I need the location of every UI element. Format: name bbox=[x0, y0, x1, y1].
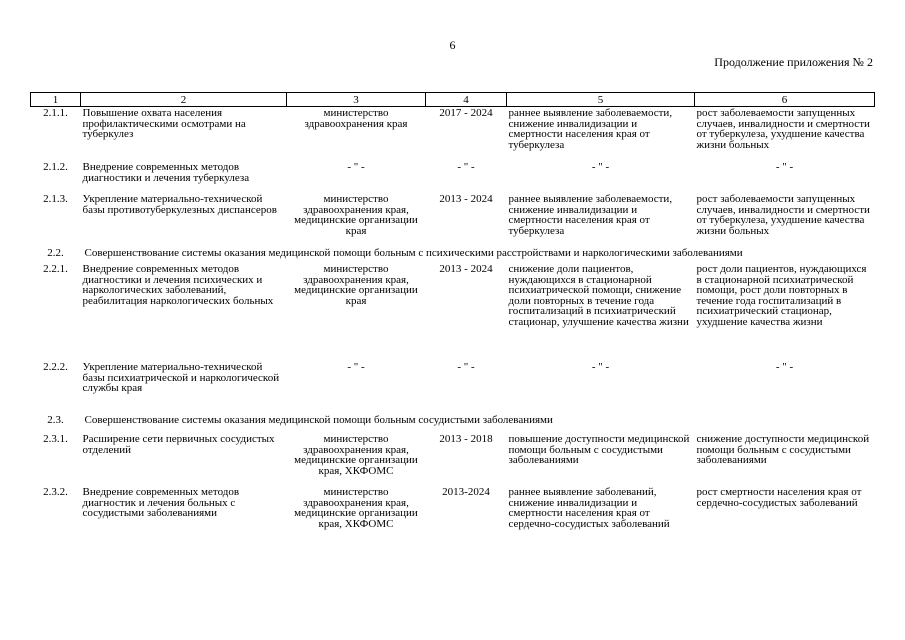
section-number: 2.2. bbox=[47, 247, 64, 259]
header-col-5: 5 bbox=[507, 93, 695, 107]
row-number: 2.1.2. bbox=[43, 161, 68, 173]
executor: - " - bbox=[347, 361, 365, 373]
table-row bbox=[31, 262, 875, 344]
table-row bbox=[31, 150, 875, 186]
expected-result: раннее выявление заболеваний, снижение инвалидизации и смертности населения края от сердечно-сосудистых заболеваний bbox=[508, 486, 670, 530]
measure-name: Укрепление материально-технической базы психиатрической и наркологической службы края bbox=[82, 361, 280, 394]
measure-name: Внедрение современных методов диагностики и лечения психических и наркологических заболеваний, реабилитация наркологических больных bbox=[82, 263, 274, 307]
consequence: рост заболеваемости запущенных случаев, инвалидности и смертности от туберкулеза, ухудшение качества жизни больных bbox=[696, 193, 870, 237]
executor: министерство здравоохранения края, медицинские организации края, ХКФОМС bbox=[294, 486, 418, 530]
period: 2013-2024 bbox=[442, 486, 490, 498]
measure-name: Внедрение современных методов диагностики и лечения туберкулеза bbox=[82, 161, 250, 184]
consequence: рост смертности населения края от сердечно-сосудистых заболеваний bbox=[696, 486, 862, 509]
expected-result: - " - bbox=[591, 361, 610, 373]
executor: министерство здравоохранения края, медицинские организации края, ХКФОМС bbox=[294, 433, 418, 477]
table-row bbox=[31, 107, 875, 151]
measure-name: Внедрение современных методов диагностик и лечения больных с сосудистыми заболеваниями bbox=[82, 486, 240, 519]
row-number: 2.3.2. bbox=[43, 486, 68, 498]
header-col-1: 1 bbox=[31, 93, 81, 107]
header-col-6: 6 bbox=[695, 93, 875, 107]
executor: министерство здравоохранения края, медицинские организации края bbox=[294, 263, 418, 307]
executor: министерство здравоохранения края, медицинские организации края bbox=[294, 193, 418, 237]
header-col-2: 2 bbox=[81, 93, 287, 107]
expected-result: раннее выявление заболеваемости, снижение инвалидизации и смертности населения края от туберкулеза bbox=[508, 193, 673, 237]
table-row bbox=[31, 344, 875, 402]
table-row bbox=[31, 186, 875, 236]
header-col-4: 4 bbox=[426, 93, 507, 107]
expected-result: повышение доступности медицинской помощи больным с сосудистыми заболеваниями bbox=[508, 433, 690, 466]
period: 2017 - 2024 bbox=[439, 107, 493, 119]
table-row bbox=[31, 476, 875, 529]
continuation-caption: Продолжение приложения № 2 bbox=[714, 55, 873, 69]
measure-name: Расширение сети первичных сосудистых отделений bbox=[82, 433, 275, 456]
table-row bbox=[31, 429, 875, 476]
consequence: рост заболеваемости запущенных случаев, инвалидности и смертности от туберкулеза, ухудшение качества жизни больных bbox=[696, 107, 870, 151]
expected-result: снижение доли пациентов, нуждающихся в стационарной психиатрической помощи, снижение доли повторных в течение года госпитализаций в психиатрический стационар, улучшение качества жизни bbox=[508, 263, 689, 328]
section-title: Совершенствование системы оказания медицинской помощи больным сосудистыми заболеваниями bbox=[84, 414, 553, 426]
section-row bbox=[31, 236, 875, 262]
consequence: рост доли пациентов, нуждающихся в стационарной психиатрической помощи, рост доли повторных в течение года госпитализаций в психиатрический стационар, ухудшение качества жизни bbox=[696, 263, 867, 328]
expected-result: раннее выявление заболеваемости, снижение инвалидизации и смертности населения края от туберкулеза bbox=[508, 107, 673, 151]
section-title: Совершенствование системы оказания медицинской помощи больным с психическими расстройствами и наркологическими заболеваниями bbox=[84, 247, 743, 259]
column-number-header-row bbox=[31, 93, 875, 107]
section-row bbox=[31, 402, 875, 429]
period: - " - bbox=[457, 361, 475, 373]
row-number: 2.1.1. bbox=[43, 107, 68, 119]
row-number: 2.1.3. bbox=[43, 193, 68, 205]
period: 2013 - 2024 bbox=[439, 263, 493, 275]
page-number: 6 bbox=[449, 38, 456, 52]
consequence: - " - bbox=[775, 361, 794, 373]
row-number: 2.3.1. bbox=[43, 433, 68, 445]
measure-name: Повышение охвата населения профилактическими осмотрами на туберкулез bbox=[82, 107, 246, 140]
section-number: 2.3. bbox=[47, 414, 64, 426]
period: 2013 - 2024 bbox=[439, 193, 493, 205]
consequence: снижение доступности медицинской помощи больным с сосудистыми заболеваниями bbox=[696, 433, 870, 466]
header-col-3: 3 bbox=[287, 93, 426, 107]
executor: - " - bbox=[347, 161, 365, 173]
consequence: - " - bbox=[775, 161, 794, 173]
row-number: 2.2.2. bbox=[43, 361, 68, 373]
program-measures-table bbox=[30, 92, 875, 529]
period: - " - bbox=[457, 161, 475, 173]
row-number: 2.2.1. bbox=[43, 263, 68, 275]
expected-result: - " - bbox=[591, 161, 610, 173]
measure-name: Укрепление материально-технической базы противотуберкулезных диспансеров bbox=[82, 193, 277, 216]
period: 2013 - 2018 bbox=[439, 433, 493, 445]
executor: министерство здравоохранения края bbox=[304, 107, 408, 130]
